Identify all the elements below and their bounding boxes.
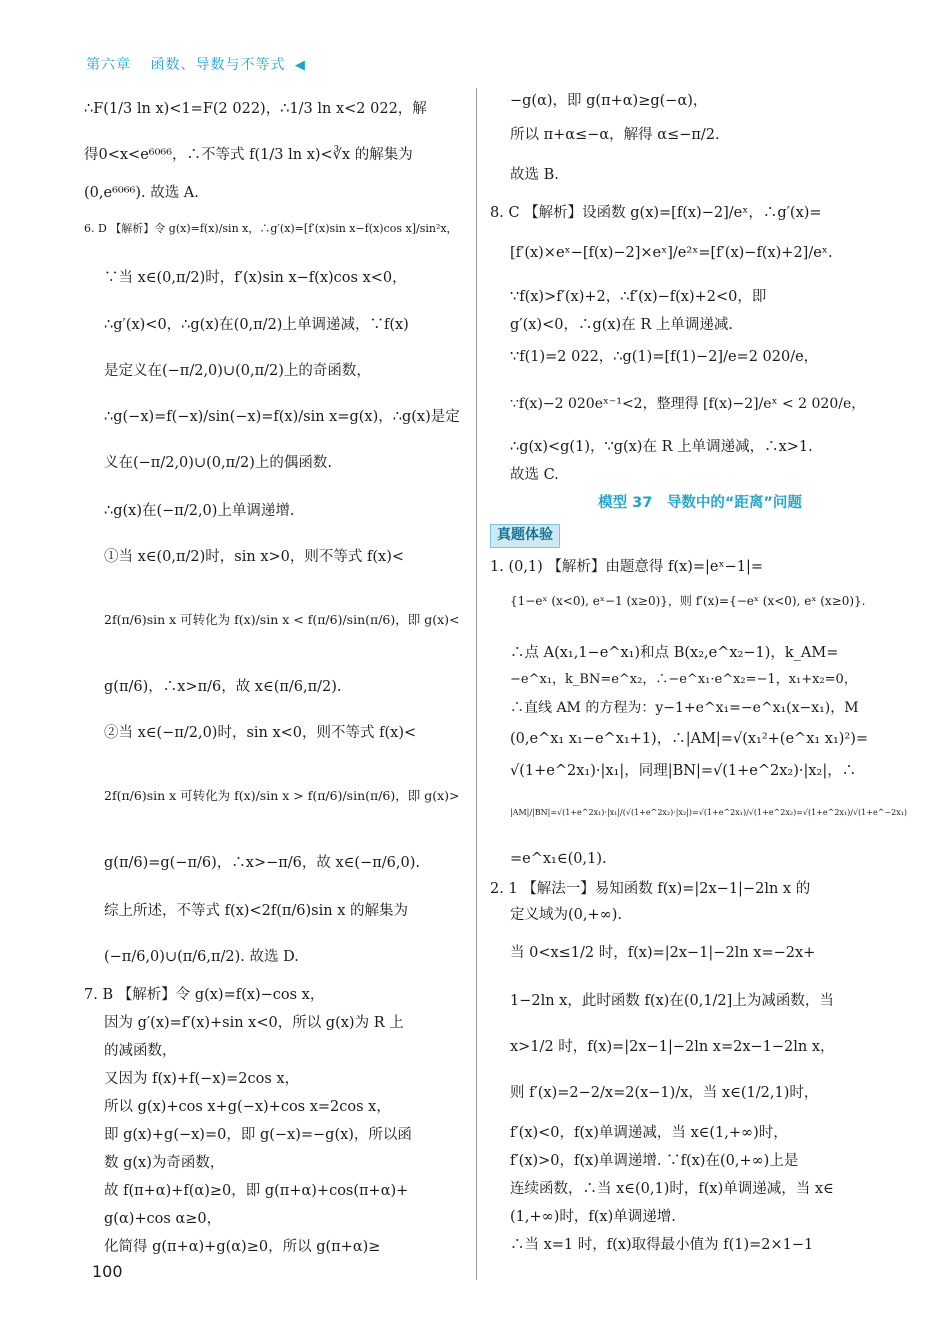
text-line: ∴g(x)<g(1)，∵g(x)在 R 上单调递减，∴x>1.	[510, 439, 813, 455]
text-line: 1−2ln x，此时函数 f(x)在(0,1/2]上为减函数，当	[510, 993, 834, 1009]
text-line: ∵f(x)−2 020eˣ⁻¹<2，整理得 [f(x)−2]/eˣ < 2 020/e，	[510, 396, 866, 412]
text-line: 故选 C.	[510, 467, 559, 483]
text-line: ∴g(x)在(−π/2,0)上单调递增.	[104, 503, 295, 519]
text-line: ∴当 x=1 时，f(x)取得最小值为 f(1)=2×1−1	[510, 1237, 814, 1253]
text-line: x>1/2 时，f(x)=|2x−1|−2ln x=2x−1−2ln x，	[510, 1039, 835, 1055]
text-line: (1,+∞)时，f(x)单调递增.	[510, 1209, 676, 1225]
text-line: 又因为 f(x)+f(−x)=2cos x，	[104, 1071, 300, 1087]
text-line: 即 g(x)+g(−x)=0，即 g(−x)=−g(x)，所以函	[104, 1127, 412, 1143]
text-line: 综上所述，不等式 f(x)<2f(π/6)sin x 的解集为	[104, 903, 408, 919]
text-line: [f′(x)×eˣ−[f(x)−2]×eˣ]/e²ˣ=[f′(x)−f(x)+2]/eˣ.	[510, 245, 833, 261]
problem-2-line: 2. 1 【解法一】易知函数 f(x)=|2x−1|−2ln x 的	[490, 881, 811, 897]
model-section-title: 模型 37 导数中的“距离”问题	[598, 495, 802, 511]
text-line: ∵f(1)=2 022，∴g(1)=[f(1)−2]/e=2 020/e，	[510, 349, 819, 365]
text-line: ∵f(x)>f′(x)+2，∴f′(x)−f(x)+2<0，即	[510, 289, 767, 305]
text-line: f′(x)>0，f(x)单调递增. ∵f(x)在(0,+∞)上是	[510, 1153, 799, 1169]
text-line: 故选 B.	[510, 167, 559, 183]
text-line: 故 f(π+α)+f(α)≥0，即 g(π+α)+cos(π+α)+	[104, 1183, 409, 1199]
chapter-header	[86, 54, 306, 74]
problem-8-line: 8. C 【解析】设函数 g(x)=[f(x)−2]/eˣ，∴g′(x)=	[490, 205, 822, 221]
text-line: ①当 x∈(0,π/2)时，sin x>0，则不等式 f(x)<	[104, 549, 405, 565]
triangle-marker-icon: ◀	[294, 58, 306, 73]
text-line: 的减函数，	[104, 1043, 177, 1059]
text-line: (0,e⁶⁰⁶⁶). 故选 A.	[84, 185, 199, 201]
section-badge: 真题体验	[490, 524, 560, 548]
text-line: ∴g′(x)<0，∴g(x)在(0,π/2)上单调递减，∵f(x)	[104, 317, 409, 333]
problem-7-line: 7. B 【解析】令 g(x)=f(x)−cos x，	[84, 987, 325, 1003]
text-line: |AM|/|BN|=√(1+e^2x₁)·|x₁|/(√(1+e^2x₂)·|x₂|)=√(1+e^2x₁)/√(1+e^2x₂)=√(1+e^2x₁)/√(1+e^−2x₁)	[510, 808, 908, 817]
text-line: 当 0<x≤1/2 时，f(x)=|2x−1|−2ln x=−2x+	[510, 945, 816, 961]
chapter-title: 函数、导数与不等式	[150, 57, 286, 73]
text-line: −e^x₁，k_BN=e^x₂，∴−e^x₁·e^x₂=−1，x₁+x₂=0，	[510, 672, 857, 687]
text-line: ∴F(1/3 ln x)<1=F(2 022)，∴1/3 ln x<2 022，解	[84, 101, 427, 117]
text-line: ∴g(−x)=f(−x)/sin(−x)=f(x)/sin x=g(x)，∴g(x)是定	[104, 409, 460, 425]
problem-1-line: 1. (0,1) 【解析】由题意得 f(x)=|eˣ−1|=	[490, 559, 764, 575]
page-number: 100	[92, 1262, 123, 1281]
text-line: 化简得 g(π+α)+g(α)≥0，所以 g(π+α)≥	[104, 1239, 381, 1255]
chapter-label: 第六章	[86, 57, 131, 73]
text-line: ∵当 x∈(0,π/2)时，f′(x)sin x−f(x)cos x<0，	[104, 270, 407, 286]
text-line: ②当 x∈(−π/2,0)时，sin x<0，则不等式 f(x)<	[104, 725, 417, 741]
text-line: (0,e^x₁ x₁−e^x₁+1)，∴|AM|=√(x₁²+(e^x₁ x₁)²)=	[510, 731, 869, 747]
text-line: ∴点 A(x₁,1−e^x₁)和点 B(x₂,e^x₂−1)，k_AM=	[510, 645, 839, 661]
text-line: 因为 g′(x)=f′(x)+sin x<0，所以 g(x)为 R 上	[104, 1015, 404, 1031]
text-line: {1−eˣ (x<0), eˣ−1 (x≥0)}，则 f′(x)={−eˣ (x<0), eˣ (x≥0)}.	[510, 594, 866, 608]
text-line: 数 g(x)为奇函数，	[104, 1155, 225, 1171]
text-line: 是定义在(−π/2,0)∪(0,π/2)上的奇函数，	[104, 363, 371, 379]
text-line: 2f(π/6)sin x 可转化为 f(x)/sin x > f(π/6)/sin(π/6)，即 g(x)>	[104, 788, 460, 803]
text-line: 2f(π/6)sin x 可转化为 f(x)/sin x < f(π/6)/sin(π/6)，即 g(x)<	[104, 612, 460, 627]
text-line: −g(α)，即 g(π+α)≥g(−α)，	[510, 93, 708, 109]
text-line: 定义域为(0,+∞).	[510, 907, 622, 923]
text-line: =e^x₁∈(0,1).	[510, 851, 607, 867]
column-divider	[476, 88, 477, 1280]
text-line: √(1+e^2x₁)·|x₁|，同理|BN|=√(1+e^2x₂)·|x₂|，∴	[510, 763, 857, 779]
text-line: g(π/6)=g(−π/6)，∴x>−π/6，故 x∈(−π/6,0).	[104, 855, 420, 871]
text-line: 连续函数，∴当 x∈(0,1)时，f(x)单调递减，当 x∈	[510, 1181, 834, 1197]
text-line: g(α)+cos α≥0，	[104, 1211, 222, 1227]
text-line: g′(x)<0，∴g(x)在 R 上单调递减.	[510, 317, 733, 333]
text-line: 得0<x<e⁶⁰⁶⁶，∴不等式 f(1/3 ln x)<∛x 的解集为	[84, 147, 413, 163]
text-line: 义在(−π/2,0)∪(0,π/2)上的偶函数.	[104, 455, 332, 471]
problem-6-line: 6. D 【解析】令 g(x)=f(x)/sin x，∴g′(x)=[f′(x)sin x−f(x)cos x]/sin²x，	[84, 222, 458, 235]
text-line: 则 f′(x)=2−2/x=2(x−1)/x，当 x∈(1/2,1)时，	[510, 1085, 819, 1101]
text-line: (−π/6,0)∪(π/6,π/2). 故选 D.	[104, 949, 299, 965]
text-line: ∴直线 AM 的方程为：y−1+e^x₁=−e^x₁(x−x₁)，M	[510, 700, 859, 716]
text-line: 所以 g(x)+cos x+g(−x)+cos x=2cos x，	[104, 1099, 391, 1115]
text-line: f′(x)<0，f(x)单调递减，当 x∈(1,+∞)时，	[510, 1125, 788, 1141]
text-line: 所以 π+α≤−α，解得 α≤−π/2.	[510, 127, 720, 143]
text-line: g(π/6)，∴x>π/6，故 x∈(π/6,π/2).	[104, 679, 342, 695]
